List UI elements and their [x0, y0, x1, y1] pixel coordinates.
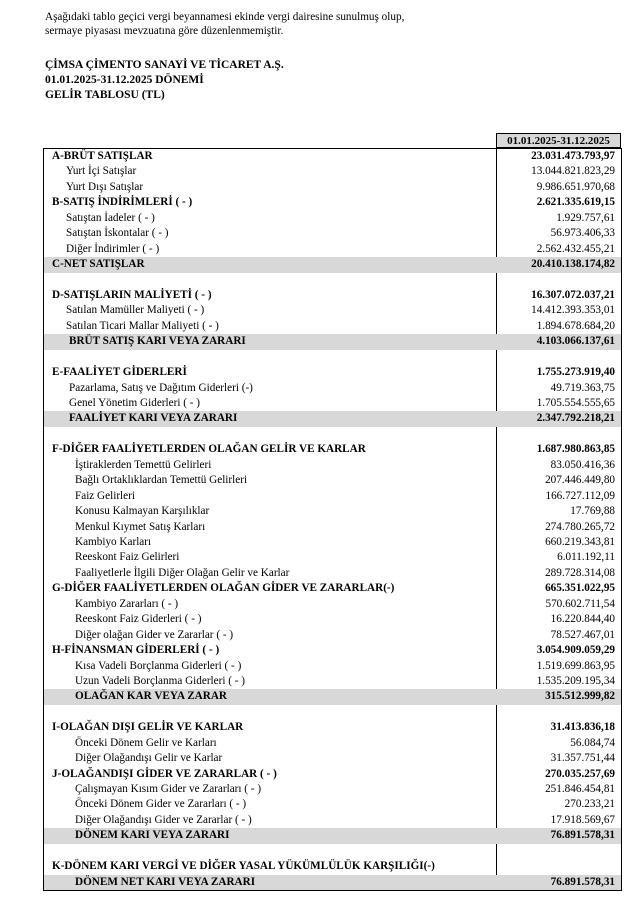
row-value: 9.986.651.970,68: [536, 180, 615, 193]
row-value: 289.728.314,08: [545, 566, 615, 579]
row-value: 83.050.416,36: [550, 458, 615, 471]
row-label: Kambiyo Zararları ( - ): [75, 597, 179, 610]
row-value: 665.351.022,95: [545, 582, 615, 595]
intro-line: sermaye piyasası mevzuatına göre düzenlenmemiştir.: [45, 25, 284, 37]
table-row: [44, 797, 621, 813]
row-value: 315.512.999,82: [545, 690, 615, 703]
row-label: Satılan Mamüller Maliyeti ( - ): [66, 304, 205, 317]
report-title: GELİR TABLOSU (TL): [45, 89, 165, 101]
row-label: Satıştan İskontalar ( - ): [66, 227, 169, 240]
row-value: 31.413.836,18: [550, 721, 615, 734]
row-value: 1.929.757,61: [556, 211, 615, 224]
row-label: Kambiyo Karları: [75, 536, 152, 548]
row-value: 2.621.335.619,15: [536, 196, 615, 209]
table-row: [44, 566, 621, 582]
row-value: 3.054.909.059,29: [536, 644, 615, 657]
table-row: [44, 458, 621, 474]
row-value: 49.719.363,75: [550, 381, 615, 394]
row-label: BRÜT SATIŞ KARI VEYA ZARARI: [69, 335, 246, 348]
row-label: Uzun Vadeli Borçlanma Giderleri ( - ): [75, 674, 246, 687]
row-label: I-OLAĞAN DIŞI GELİR VE KARLAR: [52, 721, 244, 734]
row-value: 4.103.066.137,61: [536, 335, 615, 348]
row-label: İştiraklerden Temettü Gelirleri: [75, 458, 212, 471]
row-label: Diğer Olağandışı Gider ve Zararlar ( - ): [75, 813, 252, 826]
row-label: Diğer olağan Gider ve Zararlar ( - ): [75, 628, 234, 641]
table-row: [44, 164, 621, 180]
row-label: Reeskont Faiz Gelirleri: [75, 551, 180, 564]
table-row: [44, 257, 621, 273]
table-row: [44, 319, 621, 335]
row-label: Kısa Vadeli Borçlanma Giderleri ( - ): [75, 659, 242, 672]
table-row: [44, 334, 621, 350]
row-value: 660.219.343,81: [545, 536, 615, 548]
table-row: [44, 489, 621, 505]
row-label: Önceki Dönem Gider ve Zararları ( - ): [75, 798, 247, 811]
table-row: [44, 303, 621, 319]
spacer-row: [44, 844, 621, 860]
table-row: [44, 442, 621, 458]
row-label: B-SATIŞ İNDİRİMLERİ ( - ): [52, 196, 193, 209]
row-label: K-DÖNEM KARI VERGİ VE DİĞER YASAL YÜKÜMLÜLÜK KARŞILIĞI(-): [52, 860, 435, 873]
table-row: [44, 859, 621, 875]
row-value: 16.307.072.037,21: [531, 288, 615, 301]
row-label: D-SATIŞLARIN MALİYETİ ( - ): [52, 288, 212, 301]
table-row: [44, 535, 621, 551]
table-row: [44, 581, 621, 597]
table-row: [44, 659, 621, 675]
row-value: 56.084,74: [570, 736, 615, 749]
row-label: Menkul Kıymet Satış Karları: [75, 520, 206, 533]
row-label: Çalışmayan Kısım Gider ve Zararları ( - ): [75, 783, 262, 796]
table-row: [44, 751, 621, 767]
table-row: [44, 381, 621, 397]
row-label: Önceki Dönem Gelir ve Karları: [75, 736, 217, 749]
row-label: G-DİĞER FAALİYETLERDEN OLAĞAN GİDER VE ZARARLAR(-): [52, 582, 395, 595]
column-header: 01.01.2025-31.12.2025: [496, 133, 621, 148]
row-value: 1.687.980.863,85: [536, 443, 615, 456]
row-value: 16.220.844,40: [550, 613, 615, 626]
table-row: [44, 550, 621, 566]
table-row: [44, 674, 621, 690]
row-label: Reeskont Faiz Giderleri ( - ): [75, 613, 202, 626]
table-row: [44, 612, 621, 628]
row-value: 17.918.569,67: [550, 813, 615, 826]
table-row: [44, 689, 621, 705]
table-row: [44, 828, 621, 844]
spacer-row: [44, 705, 621, 721]
table-row: [44, 288, 621, 304]
row-value: 270.035.257,69: [545, 767, 615, 780]
row-label: Satıştan İadeler ( - ): [66, 211, 155, 224]
table-row: [44, 720, 621, 736]
row-label: DÖNEM NET KARI VEYA ZARARI: [75, 875, 256, 888]
row-value: 2.347.792.218,21: [536, 412, 615, 425]
table-row: [44, 149, 621, 165]
row-label: FAALİYET KARI VEYA ZARARI: [69, 412, 238, 425]
row-value: 78.527.467,01: [550, 628, 615, 641]
row-label: F-DİĞER FAALİYETLERDEN OLAĞAN GELİR VE KARLAR: [52, 443, 366, 456]
table-row: [44, 767, 621, 783]
row-label: H-FİNANSMAN GİDERLERİ ( - ): [52, 644, 220, 657]
table-row: [44, 396, 621, 412]
row-value: 570.602.711,54: [545, 597, 615, 610]
row-value: 1.705.554.555,65: [536, 397, 615, 410]
table-row: [44, 411, 621, 427]
row-value: 6.011.192,11: [557, 551, 615, 564]
row-label: Yurt Dışı Satışlar: [66, 180, 144, 193]
table-row: [44, 597, 621, 613]
row-value: 23.031.473.793,97: [531, 150, 615, 162]
row-label: E-FAALİYET GİDERLERİ: [52, 366, 187, 379]
table-row: [44, 813, 621, 829]
row-label: Satılan Ticari Mallar Maliyeti ( - ): [66, 319, 219, 332]
company-name: ÇİMSA ÇİMENTO SANAYİ VE TİCARET A.Ş.: [45, 59, 284, 71]
row-value: 207.446.449,80: [545, 474, 615, 487]
table-row: [44, 736, 621, 752]
table-row: [44, 782, 621, 798]
row-label: Yurt İçi Satışlar: [66, 165, 137, 178]
row-label: C-NET SATIŞLAR: [52, 258, 145, 271]
row-label: DÖNEM KARI VEYA ZARARI: [75, 829, 230, 842]
row-label: J-OLAĞANDIŞI GİDER VE ZARARLAR ( - ): [52, 767, 277, 780]
table-row: [44, 365, 621, 381]
row-value: 274.780.265,72: [545, 520, 615, 533]
table-row: [44, 195, 621, 211]
table-row: [44, 628, 621, 644]
row-label: Diğer Olağandışı Gelir ve Karlar: [75, 752, 223, 765]
row-value: 270.233,21: [564, 798, 615, 811]
row-value: 17.769,88: [570, 505, 615, 518]
row-value: 166.727.112,09: [545, 489, 615, 502]
row-value: 56.973.406,33: [550, 227, 615, 240]
row-value: 1.535.209.195,34: [536, 674, 615, 687]
intro-line: Aşağıdaki tablo geçici vergi beyannamesi ekinde vergi dairesine sunulmuş olup,: [45, 11, 405, 23]
row-value: 20.410.138.174,82: [531, 258, 615, 271]
table-row: [44, 473, 621, 489]
table-row: [44, 643, 621, 659]
table-row: [44, 226, 621, 242]
report-period: 01.01.2025-31.12.2025 DÖNEMİ: [45, 74, 204, 86]
row-value: 1.894.678.684,20: [536, 319, 615, 332]
row-label: Konusu Kalmayan Karşılıklar: [75, 505, 210, 518]
intro-note: [45, 10, 404, 38]
table-row: [44, 242, 621, 258]
row-value: 13.044.821.823,29: [531, 165, 615, 178]
row-value: 1.755.273.919,40: [536, 366, 615, 379]
row-label: Genel Yönetim Giderleri ( - ): [69, 397, 200, 410]
row-label: OLAĞAN KAR VEYA ZARAR: [75, 690, 227, 703]
row-value: 1.519.699.863,95: [536, 659, 615, 672]
spacer-row: [44, 427, 621, 443]
row-label: Pazarlama, Satış ve Dağıtım Giderleri (-): [69, 381, 253, 394]
table-row: [44, 504, 621, 520]
row-label: Faiz Gelirleri: [75, 489, 135, 502]
row-label: A-BRÜT SATIŞLAR: [52, 150, 153, 162]
spacer-row: [44, 350, 621, 366]
row-value: 76.891.578,31: [550, 829, 615, 842]
report-heading: [45, 58, 284, 103]
table-row: [44, 180, 621, 196]
table-row: [44, 211, 621, 227]
row-label: Bağlı Ortaklıklardan Temettü Gelirleri: [75, 474, 248, 487]
row-value: 251.846.454,81: [545, 783, 615, 796]
spacer-row: [44, 273, 621, 289]
row-value: 2.562.432.455,21: [536, 242, 615, 255]
table-row: [44, 875, 621, 891]
row-label: Faaliyetlerle İlgili Diğer Olağan Gelir ve Karlar: [75, 566, 290, 579]
row-value: 31.357.751,44: [550, 752, 615, 765]
table-row: [44, 520, 621, 536]
row-label: Diğer İndirimler ( - ): [66, 242, 160, 255]
row-value: 76.891.578,31: [550, 875, 615, 888]
row-value: 14.412.393.353,01: [531, 304, 615, 317]
